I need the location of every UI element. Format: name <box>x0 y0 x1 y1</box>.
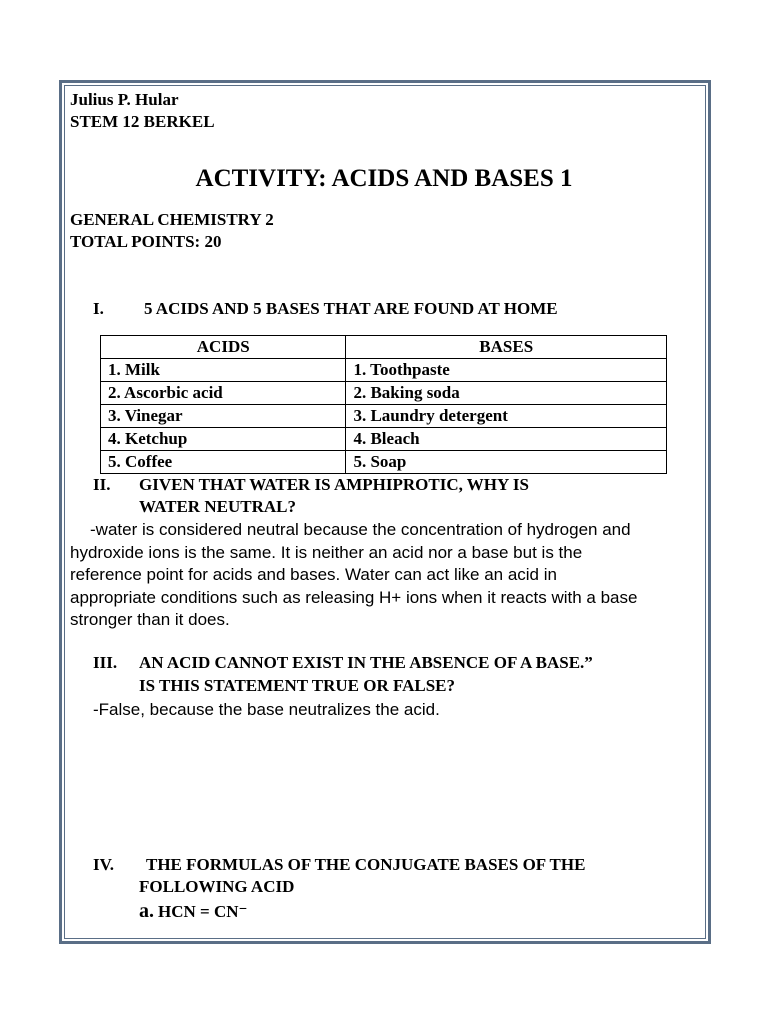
part3-heading-line1: AN ACID CANNOT EXIST IN THE ABSENCE OF A BASE.” <box>139 653 593 672</box>
part4-number: IV. <box>93 855 114 874</box>
base-cell: 1. Toothpaste <box>346 359 667 382</box>
table-header-acids: ACIDS <box>101 336 346 359</box>
part1-heading: 5 ACIDS AND 5 BASES THAT ARE FOUND AT HOME <box>144 299 558 318</box>
table-row <box>101 451 667 474</box>
acid-cell: 5. Coffee <box>101 451 346 474</box>
acid-cell: 4. Ketchup <box>101 428 346 451</box>
part2-answer <box>70 519 637 632</box>
part2-heading-line2: WATER NEUTRAL? <box>139 497 296 516</box>
item-formula: HCN = CN⁻ <box>158 902 248 921</box>
student-name: Julius P. Hular <box>70 90 179 109</box>
part4-heading-line1: THE FORMULAS OF THE CONJUGATE BASES OF THE <box>146 855 586 874</box>
answer-line: hydroxide ions is the same. It is neither an acid nor a base but is the <box>70 542 583 562</box>
answer-line: stronger than it does. <box>70 610 230 630</box>
part4-heading-line2: FOLLOWING ACID <box>139 877 295 896</box>
course-name: GENERAL CHEMISTRY 2 <box>70 210 274 229</box>
table-header-bases: BASES <box>346 336 667 359</box>
part4-item-a <box>139 900 248 923</box>
student-section: STEM 12 BERKEL <box>70 112 215 131</box>
acid-cell: 1. Milk <box>101 359 346 382</box>
part1-number: I. <box>93 299 104 318</box>
answer-line: appropriate conditions such as releasing H+ ions when it reacts with a base <box>70 587 638 607</box>
table-header-row <box>101 336 667 359</box>
page-title: ACTIVITY: ACIDS AND BASES 1 <box>195 165 573 192</box>
acids-bases-table <box>100 335 667 474</box>
base-cell: 4. Bleach <box>346 428 667 451</box>
table-row <box>101 359 667 382</box>
part3-number: III. <box>93 653 118 672</box>
acid-cell: 3. Vinegar <box>101 405 346 428</box>
item-letter: a. <box>139 900 154 922</box>
part3-answer: -False, because the base neutralizes the acid. <box>93 700 440 719</box>
part3-heading-line2: IS THIS STATEMENT TRUE OR FALSE? <box>139 676 456 695</box>
table-row <box>101 428 667 451</box>
table-row <box>101 382 667 405</box>
table-row <box>101 405 667 428</box>
answer-line: -water is considered neutral because the concentration of hydrogen and <box>90 520 631 539</box>
answer-line: reference point for acids and bases. Water can act like an acid in <box>70 565 557 585</box>
base-cell: 5. Soap <box>346 451 667 474</box>
base-cell: 2. Baking soda <box>346 382 667 405</box>
total-points: TOTAL POINTS: 20 <box>70 232 222 251</box>
base-cell: 3. Laundry detergent <box>346 405 667 428</box>
part2-number: II. <box>93 475 111 494</box>
acid-cell: 2. Ascorbic acid <box>101 382 346 405</box>
part2-heading-line1: GIVEN THAT WATER IS AMPHIPROTIC, WHY IS <box>139 475 529 494</box>
